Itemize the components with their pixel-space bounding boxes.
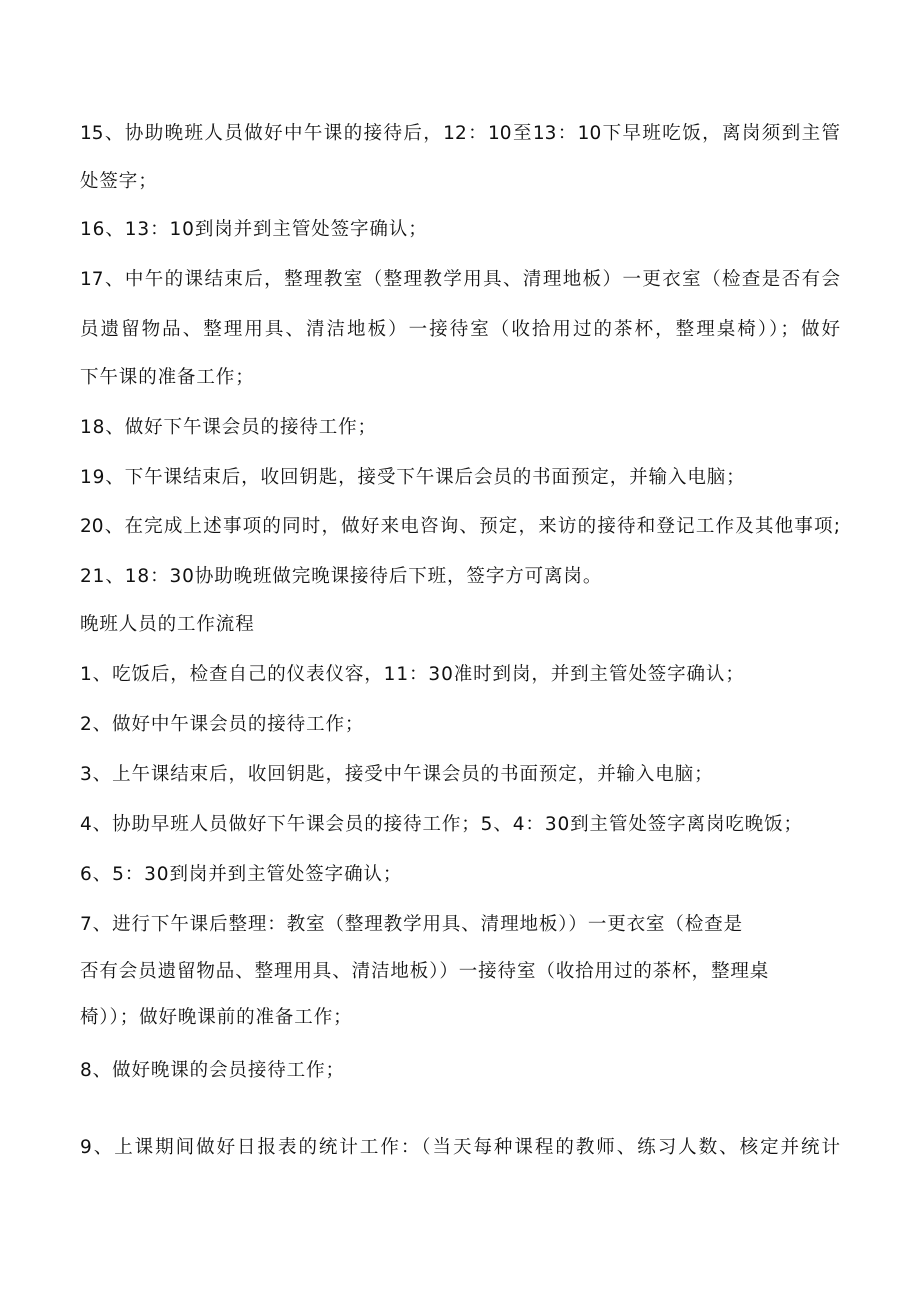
text-line-e7-cont-2: 椅））；做好晚课前的准备工作； bbox=[80, 1007, 353, 1028]
text-line-15: 15、协助晚班人员做好中午课的接待后，12：10至13：10下早班吃饭，离岗须到主管 bbox=[80, 123, 840, 144]
text-line-17: 17、中午的课结束后，整理教室（整理教学用具、清理地板）一更衣室（检查是否有会 bbox=[80, 269, 840, 290]
text-line-e7: 7、进行下午课后整理：教室（整理教学用具、清理地板））一更衣室（检查是 bbox=[80, 914, 744, 935]
section-heading-evening-shift: 晚班人员的工作流程 bbox=[80, 614, 255, 635]
text-line-e9: 9、上课期间做好日报表的统计工作：（当天每种课程的教师、练习人数、核定并统计 bbox=[80, 1137, 840, 1158]
text-line-e1: 1、吃饭后，检查自己的仪表仪容，11：30准时到岗，并到主管处签字确认； bbox=[80, 664, 745, 685]
text-line-21: 21、18：30协助晚班做完晚课接待后下班，签字方可离岗。 bbox=[80, 566, 603, 587]
text-line-20: 20、在完成上述事项的同时，做好来电咨询、预定，来访的接待和登记工作及其他事项; bbox=[80, 516, 840, 537]
text-line-17-cont-1: 员遗留物品、整理用具、清洁地板）一接待室（收拾用过的茶杯，整理桌椅））；做好 bbox=[80, 319, 840, 340]
text-line-19: 19、下午课结束后，收回钥匙，接受下午课后会员的书面预定，并输入电脑； bbox=[80, 467, 746, 488]
text-line-16: 16、13：10到岗并到主管处签字确认； bbox=[80, 219, 428, 240]
text-line-15-cont: 处签字； bbox=[80, 171, 158, 192]
text-line-e4: 4、协助早班人员做好下午课会员的接待工作；5、4：30到主管处签字离岗吃晚饭； bbox=[80, 814, 803, 835]
text-line-e8: 8、做好晚课的会员接待工作； bbox=[80, 1060, 345, 1081]
text-line-e2: 2、做好中午课会员的接待工作； bbox=[80, 714, 365, 735]
text-line-e7-cont-1: 否有会员遗留物品、整理用具、清洁地板））一接待室（收拾用过的茶杯，整理桌 bbox=[80, 961, 770, 982]
text-line-e6: 6、5：30到岗并到主管处签字确认； bbox=[80, 864, 403, 885]
text-line-17-cont-2: 下午课的准备工作； bbox=[80, 367, 255, 388]
text-line-e3: 3、上午课结束后，收回钥匙，接受中午课会员的书面预定，并输入电脑； bbox=[80, 764, 714, 785]
text-line-18: 18、做好下午课会员的接待工作； bbox=[80, 417, 377, 438]
